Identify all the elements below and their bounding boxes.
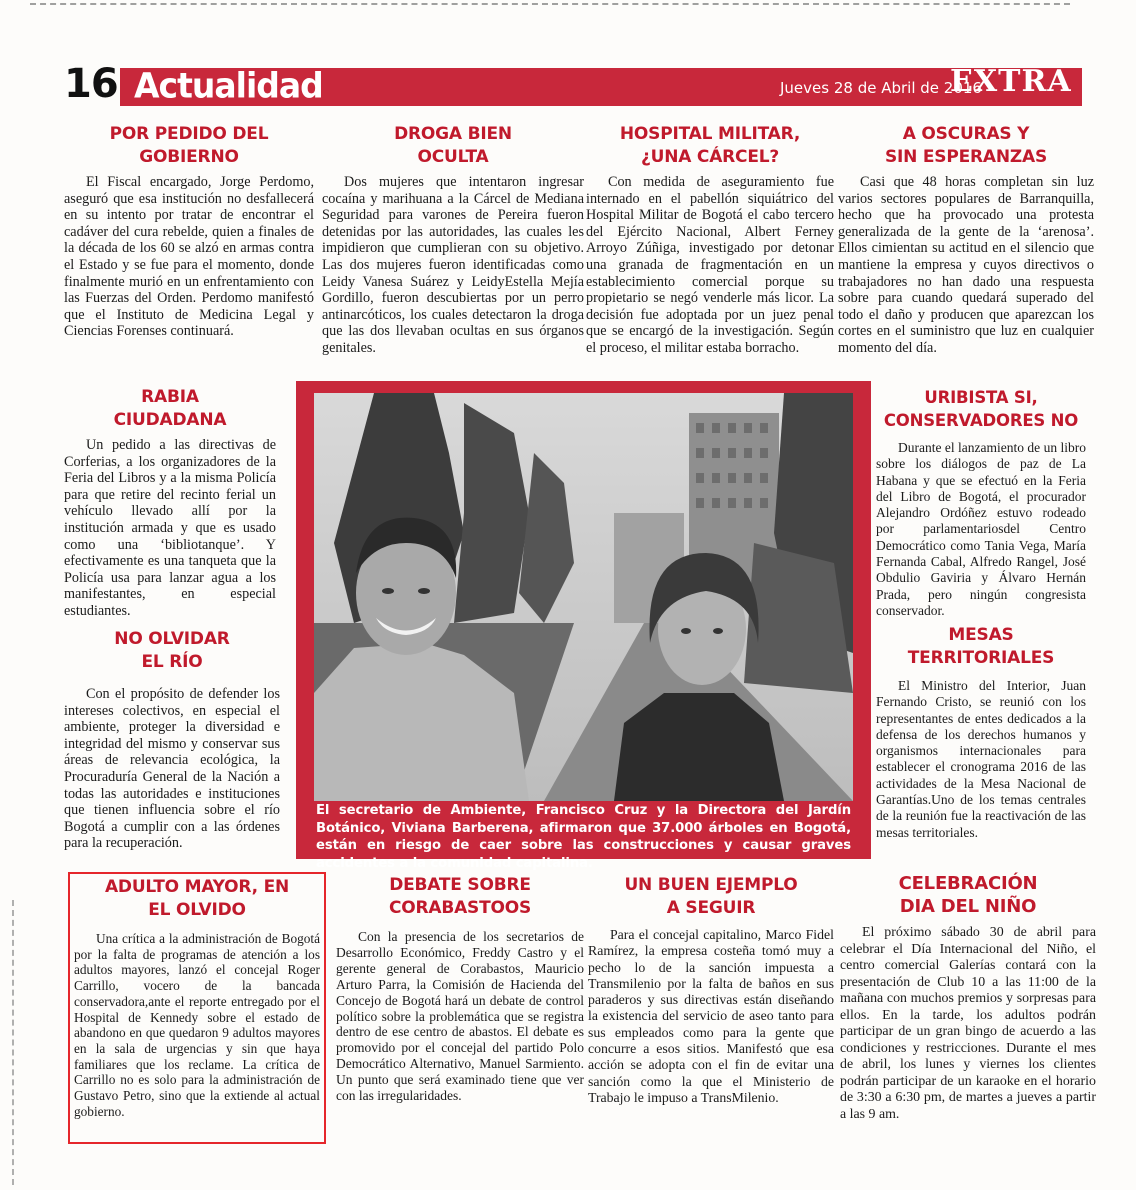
headline xyxy=(876,386,1086,432)
article-body: El próximo sábado 30 de abril para celebrar el Día Internacional del Niño, el centro comercial Galerías contará con la presentación de Club 10 a las 11:00 de la mañana con muchos premios y sorpresas para ellos. En la tarde, los adultos podrán participar de un gran bingo de acuerdo a las condiciones y restricciones. Durante el mes de abril, los lunes y viernes los clientes podrán participar de un karaoke en el horario de 3:30 a 6:30 pm, de martes a jueves a partir a las 9 am. xyxy=(840,925,1096,1122)
article-hospital xyxy=(586,123,834,357)
headline xyxy=(74,876,320,922)
headline-line: UN BUEN EJEMPLO xyxy=(624,875,798,895)
headline-line: OCULTA xyxy=(417,147,489,167)
article-dia-nino xyxy=(840,872,1096,1123)
headline xyxy=(586,123,834,169)
article-adulto-mayor xyxy=(74,876,320,1119)
headline-line: EL RÍO xyxy=(141,652,203,672)
article-por-pedido xyxy=(64,123,314,340)
headline-line: DEBATE SOBRE xyxy=(389,875,531,895)
headline-line: CORABASTOOS xyxy=(388,898,532,918)
article-debate xyxy=(336,874,584,1104)
headline xyxy=(336,874,584,920)
headline-line: CELEBRACIÓN xyxy=(898,873,1038,894)
article-buen-ejemplo xyxy=(588,874,834,1106)
article-body: Con la presencia de los secretarios de Desarrollo Económico, Freddy Castro y el gerente general de Corabastos, Mauricio Arturo Parra, la Comisión de Hacienda del Concejo de Bogotá hará un debate de control político sobre la problemática que se registra dentro de ese centro de abastos. El debate es promovido por el concejal del partido Polo Democrático Alternativo, Manuel Sarmiento. Un punto que será examinado tiene que ver con las irregularidades. xyxy=(336,929,584,1104)
headline-line: CIUDADANA xyxy=(113,410,227,430)
article-droga xyxy=(322,123,584,357)
headline-line: MESAS xyxy=(948,625,1014,645)
headline xyxy=(64,628,280,674)
issue-date: Jueves 28 de Abril de 2016 xyxy=(780,79,982,97)
scan-edge-left xyxy=(12,900,14,1185)
article-mesas xyxy=(876,624,1086,841)
article-uribista xyxy=(876,386,1086,619)
headline-line: CONSERVADORES NO xyxy=(883,411,1079,430)
headline xyxy=(322,123,584,169)
headline xyxy=(64,386,276,432)
article-body: Un pedido a las directivas de Corferias, a los organizadores de la Feria del Libros y a la misma Policía para que retire del recinto ferial un vehículo llevado allí por la institución armada y que es usado como una ‘bibliotanque’. Y efectivamente es una tanqueta que la Policía usa para lanzar agua a los manifestantes, en especial estudiantes. xyxy=(64,437,276,619)
photo-frame xyxy=(296,381,871,871)
article-body: El Fiscal encargado, Jorge Perdomo, aseguró que esa institución no desfallecerá en su intento por tratar de encontrar el cadáver del cura rebelde, quien a finales de la década de los 60 se alzó en armas contra el Estado y se fue para el momento, donde finalmente murió en un enfrentamiento con las Fuerzas del Orden. Perdomo manifestó que el Instituto de Medicina Legal y Ciencias Forenses continuará. xyxy=(64,174,314,340)
headline-line: NO OLVIDAR xyxy=(114,629,230,649)
headline-line: GOBIERNO xyxy=(139,147,239,167)
headline-line: A SEGUIR xyxy=(666,898,756,918)
news-photo xyxy=(314,393,853,801)
headline-line: SIN ESPERANZAS xyxy=(884,147,1048,167)
scan-edge-top xyxy=(30,3,1070,5)
headline-line: A OSCURAS Y xyxy=(902,124,1030,144)
article-rio xyxy=(64,628,280,852)
headline-line: DIA DEL NIÑO xyxy=(899,896,1037,917)
article-body: Con medida de aseguramiento fue internado en el pabellón siquiátrico del Hospital Militar de Bogotá el cabo tercero del Ejército Nacional, Albert Ferney Arroyo Zúñiga, investigado por detonar una granada de fragmentación en un establecimiento comercial porque su propietario se negó venderle más licor. La decisión fue adoptada por un juez penal que se encargó de la investigación. Según el proceso, el militar estaba borracho. xyxy=(586,174,834,356)
article-rabia xyxy=(64,386,276,620)
headline-line: EL OLVIDO xyxy=(148,900,246,920)
headline-line: TERRITORIALES xyxy=(907,648,1055,668)
article-body: Una crítica a la administración de Bogotá por la falta de programas de atención a los adultos mayores, lanzó el concejal Roger Carrillo, vocero de la bancada conservadora,ante el reporte entregado por el Hospital de Kennedy sobre el estado de abandono en que quedaron 9 adultos mayores en la sala de urgencias y sin que haya familiares que los reclame. La crítica de Carrillo no es solo para la administración de Gustavo Petro, sino que la extiende al actual gobierno. xyxy=(74,931,320,1119)
article-body: Para el concejal capitalino, Marco Fidel Ramírez, la empresa costeña tomó muy a pecho lo de la sanción impuesta a Transmilenio por la falta de baños en sus paraderos y sus directivas están diseñando la existencia del servicio de aseo tanto para sus empleados como para la gente que concurre a esos sitios. Manifestó que esa acción se adopta con el fin de evitar una sanción como la que el Ministerio de Trabajo le impuso a TransMilenio. xyxy=(588,927,834,1105)
photo-caption: El secretario de Ambiente, Francisco Cruz y la Directora del Jardín Botánico, Viviana Barberena, afirmaron que 37.000 árboles en Bogotá, están en riesgo de caer sobre las construcciones y causar graves accidentes a la comunidad capitalina. xyxy=(316,803,851,871)
headline-line: RABIA xyxy=(141,387,199,407)
photo-illustration xyxy=(314,393,853,801)
headline xyxy=(64,123,314,169)
article-body: Con el propósito de defender los intereses colectivos, en especial el ambiente, proteger la diversidad e integridad del mismo y conservar sus áreas de relevancia ecológica, la Procuraduría General de la Nación a todas las autoridades e instituciones que tienen influencia sobre el río Bogotá a cumplir con a las órdenes para la recuperación. xyxy=(64,686,280,852)
section-title: Actualidad xyxy=(134,65,323,106)
article-body: Dos mujeres que intentaron ingresar cocaína y marihuana a la Cárcel de Mediana Seguridad para varones de Pereira fueron detenidas por las autoridades, las cuales les impidieron que cumplieran con su objetivo. Las dos mujeres fueron identificadas como Leidy Vanesa Suárez y LeidyEstella Mejía Gordillo, fueron descubiertas por un perro antinarcóticos, los cuales detectaron la droga que las dos llevaban ocultas en sus órganos genitales. xyxy=(322,174,584,356)
headline-line: HOSPITAL MILITAR, xyxy=(619,124,801,144)
headline-line: ADULTO MAYOR, EN xyxy=(104,877,290,897)
newspaper-logo: EXTRA xyxy=(950,64,1072,99)
headline xyxy=(840,872,1096,918)
article-body: Durante el lanzamiento de un libro sobre los diálogos de paz de La Habana y que se efectuó en la Feria del Libro de Bogotá, el procurador Alejandro Ordóñez estuvo rodeado por parlamentariosdel Centro Democrático como Tania Vega, María Fernanda Cabal, Alfredo Rangel, José Obdulio Gaviria y Álvaro Hernán Prada, pero ningún congresista conservador. xyxy=(876,440,1086,618)
page-number: 16 xyxy=(64,61,118,107)
article-oscuras xyxy=(838,123,1094,357)
headline-line: POR PEDIDO DEL xyxy=(109,124,269,144)
headline xyxy=(876,624,1086,670)
headline-line: DROGA BIEN xyxy=(394,124,512,144)
headline xyxy=(588,874,834,920)
page-header xyxy=(64,61,1082,107)
article-body: El Ministro del Interior, Juan Fernando Cristo, se reunió con los representantes de entes dedicados a la defensa de los derechos humanos y organismos internacionales para establecer el cronograma 2016 de las actividades de la Mesa Nacional de Garantías.Uno de los temas centrales de la reunión fue la reactivación de las mesas territoriales. xyxy=(876,678,1086,840)
headline-line: ¿UNA CÁRCEL? xyxy=(640,147,780,167)
article-body: Casi que 48 horas completan sin luz varios sectores populares de Barranquilla, hecho que ha provocado una protesta generalizada de la gente de la ‘arenosa’. Ellos cimientan su actitud en el silencio que mantiene la empresa y cuyos directivos o trabajadores no han dado una respuesta sobre para cuando quedará superado del todo el daño y producen que aparezcan los cortes en el suministro que luz en cualquier momento del día. xyxy=(838,174,1094,356)
headline-line: URIBISTA SI, xyxy=(924,388,1038,407)
headline xyxy=(838,123,1094,169)
